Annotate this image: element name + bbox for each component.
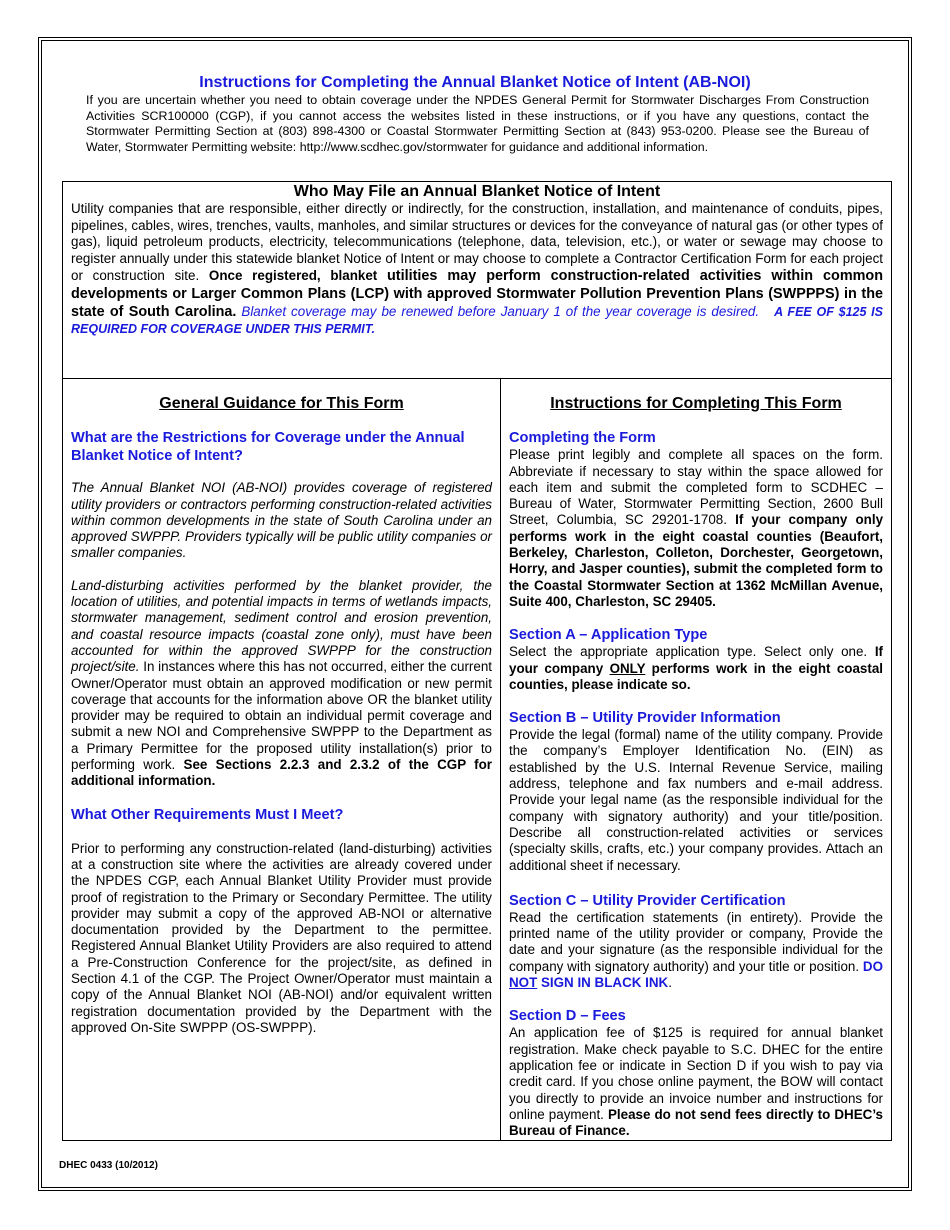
who-may-file-body xyxy=(71,201,883,338)
section-b-heading: Section B – Utility Provider Information xyxy=(509,710,781,727)
completing-form-bold: If your company only performs work in the eight coastal counties (Beaufort, Berkeley, Charleston, Colleton, Dorchester, Georgetown, Horry, and Jasper counties), submit the completed form to the Coastal Stormwater Section at 1362 McMillan Avenue, Suite 400, Charleston, SC 29405. xyxy=(509,512,884,609)
section-b-text: Provide the legal (formal) name of the utility company. Provide the company’s Employer Identification No. (EIN) as established by the U.S. Internal Revenue Service, mailing address, telephone and fax numbers and e-mail address. Provide your legal name (as the responsible individual for the company with signatory authority) and your title/position. Describe all construction-related activities or services (specialty skills, crafts, etc.) your company provides. Attach an additional sheet if necessary. xyxy=(509,727,883,873)
completing-form-heading: Completing the Form xyxy=(509,430,656,447)
other-requirements-question: What Other Requirements Must I Meet? xyxy=(71,806,344,823)
instructions-column xyxy=(509,396,883,1139)
completing-form-text xyxy=(509,447,883,610)
form-id: DHEC 0433 (10/2012) xyxy=(59,1160,158,1171)
section-c-not: NOT xyxy=(509,975,538,991)
section-c-heading: Section C – Utility Provider Certification xyxy=(509,892,786,909)
section-a-bold-2: performs work in the eight coastal counties, please indicate so. xyxy=(509,660,883,692)
restrictions-paragraph-1: The Annual Blanket NOI (AB-NOI) provides coverage of registered utility providers or contractors performing construction-related activities within common developments in the state of South Carolina under an approved SWPPP. Providers typically will be public utility companies or smaller companies. xyxy=(71,480,492,561)
section-c-period: . xyxy=(668,975,672,991)
section-a-only: ONLY xyxy=(609,660,646,676)
section-d-plain: An application fee of $125 is required for annual blanket registration. Make check payable to S.C. DHEC for the entire application fee or indicate in Section D if you wish to pay via credit card. If you chose online payment, the BOW will contact you directly to provide an invoice number and instructions for online payment. xyxy=(509,1025,883,1122)
restrictions-paragraph-2 xyxy=(71,578,492,790)
who-body-bold-a: Once registered, blanket xyxy=(208,268,388,284)
section-d-heading: Section D – Fees xyxy=(509,1008,626,1025)
restrictions-question: What are the Restrictions for Coverage under the Annual Blanket Notice of Intent? xyxy=(71,430,465,465)
section-a-plain: Select the appropriate application type. Select only one. xyxy=(509,644,875,660)
general-guidance-column xyxy=(71,396,492,1036)
section-c-text xyxy=(509,910,883,991)
other-requirements-paragraph: Prior to performing any construction-related (land-disturbing) activities at a construction site where the activities are already covered under the NPDES CGP, each Annual Blanket Utility Provider must provide proof of registration to the Primary or Secondary Permittee. The utility provider may submit a copy of the approved AB-NOI or alternative documentation provided by the Department to the permittee. Registered Annual Blanket Utility Providers are also required to attend a Pre-Construction Conference for the project/site, as defined in Section 4.1 of the CGP. The Project Owner/Operator must maintain a copy of the Annual Blanket NOI (AB-NOI) and/or equivalent written registration documentation provided by the Department with the approved On-Site SWPPP (OS-SWPPP). xyxy=(71,840,492,1035)
general-guidance-title: General Guidance for This Form xyxy=(159,395,404,412)
renewal-note: Blanket coverage may be renewed before January 1 of the year coverage is desired. xyxy=(241,304,760,320)
who-may-file-heading: Who May File an Annual Blanket Notice of Intent xyxy=(293,183,661,200)
instructions-title: Instructions for Completing This Form xyxy=(550,395,842,412)
section-c-do: DO xyxy=(862,958,883,974)
section-c-sign: SIGN IN BLACK INK xyxy=(537,975,669,991)
restrictions-p2-plain: In instances where this has not occurred, either the current Owner/Operator must obtain an approved modification or new permit coverage that accounts for the information above OR the blanket utility provider may be required to obtain an individual permit coverage and submit a new NOI and Comprehensive SWPPP to the Department as a Primary Permittee for the proposed utility installation(s) prior to performing work. xyxy=(71,659,492,773)
section-a-text xyxy=(509,644,883,693)
section-a-bold-1: If your company xyxy=(509,644,883,676)
completing-form-plain: Please print legibly and complete all spaces on the form. Abbreviate if necessary to stay within the space allowed for each item and submit the completed form to SCDHEC – Bureau of Water, Stormwater Permitting Section, 2600 Bull Street, Columbia, SC 29201-1708. xyxy=(509,447,883,528)
section-d-text xyxy=(509,1025,883,1139)
section-c-plain: Read the certification statements (in entirety). Provide the printed name of the utility provider or company, Provide the date and your signature (as the responsible individual for the company with signatory authority) and your title or position. xyxy=(509,909,883,974)
section-a-heading: Section A – Application Type xyxy=(509,627,708,644)
who-body-bold-b: utilities may perform construction-related activities within common developments or Larger Common Plans (LCP) with approved Stormwater Pollution Prevention Plans (SWPPPS) in the state of South Carolina. xyxy=(71,268,883,321)
who-body-plain: Utility companies that are responsible, either directly or indirectly, for the construction, installation, and maintenance of conduits, pipes, pipelines, cables, wires, trenches, vaults, manholes, and similar structures or devices for the conveyance of natural gas (or other types of gas), liquid petroleum products, electricity, telecommunications (telephone, data, television, etc.), or water or sewage may choose to register annually under this statewide blanket Notice of Intent or may choose to complete a Contractor Certification Form for each project or construction site. xyxy=(71,201,883,284)
fee-note: A FEE OF $125 IS REQUIRED FOR COVERAGE UNDER THIS PERMIT. xyxy=(71,305,883,337)
restrictions-p2-italic: Land-disturbing activities performed by the blanket provider, the location of utilities, and potential impacts in terms of wetlands impacts, stormwater management, sediment control and erosion prevention, and coastal resource impacts (coastal zone only), must have been accounted for within the approved SWPPP for the construction project/site. xyxy=(71,577,492,675)
page-title: Instructions for Completing the Annual Blanket Notice of Intent (AB-NOI) xyxy=(199,74,751,91)
intro-paragraph: If you are uncertain whether you need to obtain coverage under the NPDES General Permit for Stormwater Discharges From Construction Activities SCR100000 (CGP), if you cannot access the websites listed in these instructions, or if you have any questions, contact the Stormwater Permitting Section at (803) 898-4300 or Coastal Stormwater Permitting Section at (843) 953-0200. Please see the Bureau of Water, Stormwater Permitting website: http://www.scdhec.gov/stormwater for guidance and additional information. xyxy=(86,93,869,154)
column-divider xyxy=(500,378,501,1141)
restrictions-p2-bold: See Sections 2.2.3 and 2.3.2 of the CGP for additional information. xyxy=(71,757,493,789)
section-d-bold: Please do not send fees directly to DHEC’s Bureau of Finance. xyxy=(509,1106,883,1139)
